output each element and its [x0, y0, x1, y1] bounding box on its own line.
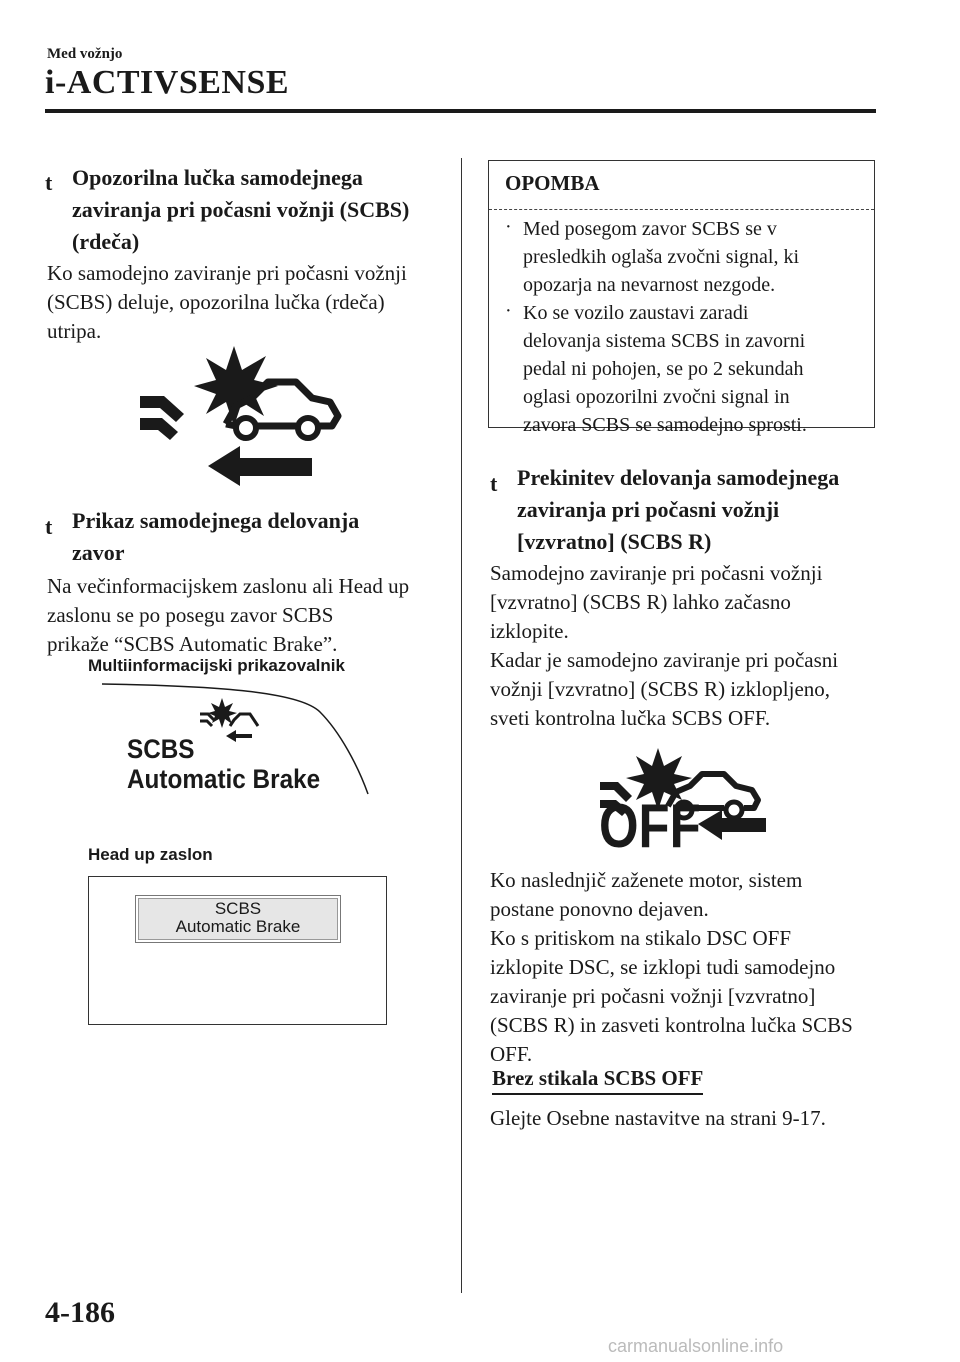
cross-reference-link[interactable]: Glejte Osebne nastavitve na strani 9-17. [490, 1106, 826, 1130]
caption-head-up-display: Head up zaslon [88, 845, 213, 864]
hud-message-plate: SCBS Automatic Brake [135, 895, 341, 943]
note-box [488, 160, 875, 436]
page-number: 4-186 [45, 1296, 115, 1329]
paragraph-scbs-r-reactivate: Ko naslednjič zaženete motor, sistem postane ponovno dejaven. Ko s pritiskom na stikalo DSC OFF izklopite DSC, se izklopi tudi samodejno zaviranje pri počasni vožnji [vzvratno] (SCBS R) in zasveti kontrolna lučka SCBS OFF. [490, 868, 853, 1066]
note-divider [489, 209, 874, 210]
paragraph-warning-light: Ko samodejno zaviranje pri počasni vožnji (SCBS) deluje, opozorilna lučka (rdeča) utripa. [47, 261, 407, 343]
bullet-marker: t [45, 170, 53, 195]
paragraph-scbs-r-cancel: Samodejno zaviranje pri počasni vožnji [vzvratno] (SCBS R) lahko začasno izklopite. Kadar je samodejno zaviranje pri počasni vožnji [vzvratno] (SCBS R) izklopljeno, sveti kontrolna lučka SCBS OFF. [490, 561, 839, 730]
off-indicator-text: OFF [599, 792, 701, 861]
note-title: OPOMBA [505, 171, 600, 195]
bullet-marker: t [490, 471, 498, 496]
head-up-display-frame [88, 876, 387, 1025]
watermark: carmanualsonline.info [608, 1336, 784, 1356]
paragraph-brake-display: Na večinformacijskem zaslonu ali Head up zaslonu se po posegu zavor SCBS prikaže “SCBS Automatic Brake”. [47, 574, 410, 656]
heading-scbs-r-cancel: Prekinitev delovanja samodejnega zaviranja pri počasni vožnji [vzvratno] (SCBS R) [517, 465, 840, 554]
heading-brake-display: Prikaz samodejnega delovanja zavor [72, 508, 360, 565]
subheading-no-off-switch: Brez stikala SCBS OFF [492, 1066, 703, 1091]
scbs-warning-light-icon [136, 336, 346, 486]
bullet-marker: t [45, 514, 53, 539]
note-item: · Ko se vozilo zaustavi zaradi delovanja sistema SCBS in zavorni pedal ni pohojen, se po 2 sekundah oglasi opozorilni zvočni signal in zavora SCBS se samodejno sprosti. [505, 300, 807, 436]
section-label: Med vožnjo [47, 46, 123, 62]
header-rule [45, 109, 876, 113]
heading-warning-light: Opozorilna lučka samodejnega zaviranja pri počasni vožnji (SCBS) (rdeča) [72, 165, 410, 254]
column-divider [461, 158, 462, 1293]
note-item: · Med posegom zavor SCBS se v presledkih oglaša zvočni signal, ki opozarja na nevarnost nezgode. [505, 216, 800, 296]
chapter-title: i-ACTIVSENSE [45, 64, 290, 101]
caption-multi-info-display: Multiinformacijski prikazovalnik [88, 656, 345, 675]
scbs-display-text: SCBS Automatic Brake [127, 734, 321, 794]
